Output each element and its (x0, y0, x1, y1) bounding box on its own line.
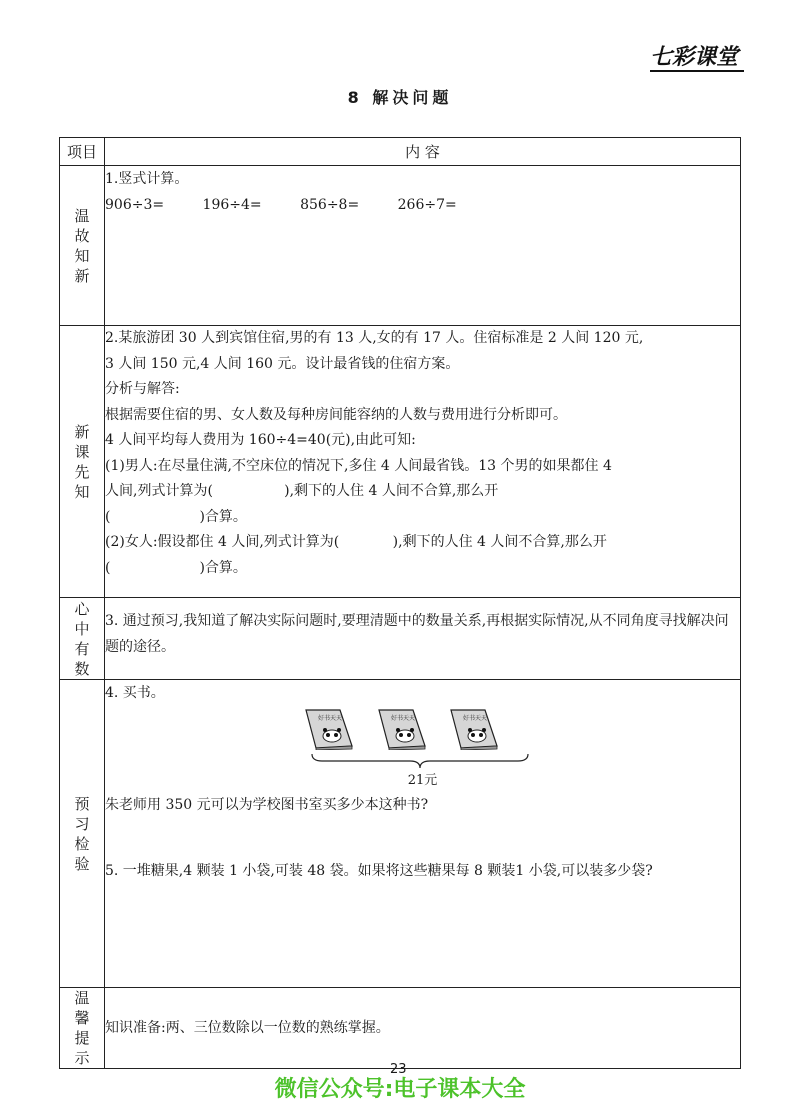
book-icon (445, 708, 501, 750)
question-4: 4. 买书。 (105, 685, 165, 701)
watermark: 微信公众号:电子课本大全 (274, 1077, 526, 1102)
row-content-summary (105, 598, 741, 680)
lesson-table (59, 137, 741, 1069)
text-line: 人间,列式计算为( ),剩下的人住 4 人间不合算,那么开 (105, 483, 499, 499)
page-number: 23 (390, 1062, 407, 1077)
brand-logo (650, 44, 750, 72)
book-icon (300, 708, 356, 750)
text-line: 3 人间 150 元,4 人间 160 元。设计最省钱的住宿方案。 (105, 355, 460, 372)
books-illustration (105, 708, 740, 792)
book-cover-text: 好书天天 (318, 715, 343, 722)
row-content-practice (105, 680, 741, 988)
row-label-new-lesson: 新课先知 (60, 326, 105, 598)
row-label-tips: 温馨提示 (60, 988, 105, 1069)
row-label-review: 温故知新 (60, 166, 105, 326)
calc-item: 266÷7= (397, 197, 457, 213)
text-line: (1)男人:在尽量住满,不空床位的情况下,多住 4 人间最省钱。13 个男的如果都住 4 (105, 457, 612, 474)
book-cover-text: 好书天天 (463, 715, 488, 722)
question-4-text: 朱老师用 350 元可以为学校图书室买多少本这种书? (105, 797, 429, 813)
text-line: (2)女人:假设都住 4 人间,列式计算为( ),剩下的人住 4 人间不合算,那么开 (105, 534, 607, 550)
row-label-summary: 心中有数 (60, 598, 105, 680)
header-content: 内 容 (105, 138, 741, 166)
row-label-practice: 预习检验 (60, 680, 105, 988)
book-price: 21元 (407, 773, 438, 788)
brace-icon (310, 754, 530, 768)
text-line: 分析与解答: (105, 381, 180, 397)
row-content-review (105, 166, 741, 326)
calc-item: 196÷4= (202, 197, 262, 213)
row-summary (60, 598, 741, 680)
calc-item: 906÷3= (105, 197, 165, 213)
table-header-row (60, 138, 741, 166)
row-new-lesson (60, 326, 741, 598)
tips-text: 知识准备:两、三位数除以一位数的熟练掌握。 (105, 1020, 390, 1036)
book-icon (373, 708, 429, 750)
text-line: ( )合算。 (105, 559, 247, 576)
text-line: ( )合算。 (105, 508, 247, 525)
row-review (60, 166, 741, 326)
row-content-new-lesson (105, 326, 741, 598)
text-line: 2.某旅游团 30 人到宾馆住宿,男的有 13 人,女的有 17 人。住宿标准是 2 人间 120 元, (105, 330, 644, 346)
book-cover-text: 好书天天 (391, 715, 416, 722)
text-line: 4 人间平均每人费用为 160÷4=40(元),由此可知: (105, 432, 416, 448)
text-line: 根据需要住宿的男、女人数及每种房间能容纳的人数与费用进行分析即可。 (105, 406, 567, 423)
header-project: 项目 (60, 138, 105, 166)
page-title: 8 解决问题 (347, 88, 453, 107)
calc-item: 856÷8= (300, 197, 360, 213)
calc-list (105, 192, 740, 218)
answer-space (105, 818, 740, 858)
row-tips (60, 988, 741, 1069)
brand-underline (650, 70, 744, 72)
question-1: 1.竖式计算。 (105, 171, 189, 187)
row-practice (60, 680, 741, 988)
question-5-text: 5. 一堆糖果,4 颗装 1 小袋,可装 48 袋。如果将这些糖果每 8 颗装1 小袋,可以装多少袋? (105, 863, 653, 879)
row-content-tips (105, 988, 741, 1069)
summary-text: 3. 通过预习,我知道了解决实际问题时,要理清题中的数量关系,再根据实际情况,从不同角度寻找解决问题的途径。 (105, 613, 729, 655)
brand-text: 七彩课堂 (650, 45, 739, 70)
